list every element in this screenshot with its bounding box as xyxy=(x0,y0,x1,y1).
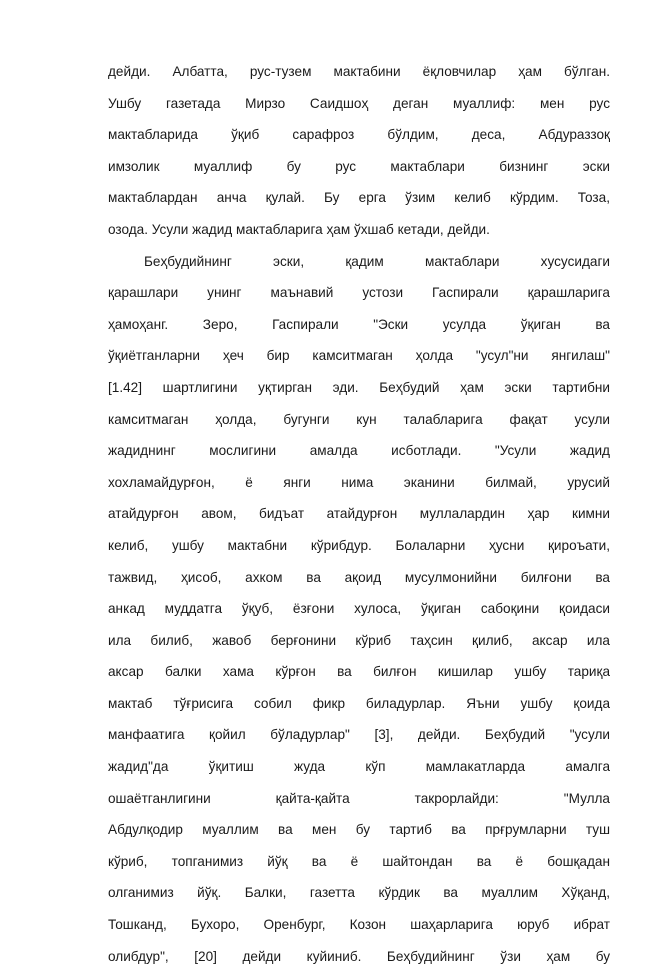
text-line: олибдур", [20] дейди куйиниб. Беҳбудийнинг ўзи ҳам бу xyxy=(108,948,610,964)
text-line: ила билиб, жавоб берғонини кўриб таҳсин қилиб, аксар ила xyxy=(108,632,610,648)
text-line: Ушбу газетада Мирзо Саидшоҳ деган муаллиф: мен рус xyxy=(108,95,610,111)
text-line: мактаблардан анча қулай. Бу ерга ўзим келиб кўрдим. Тоза, xyxy=(108,190,610,206)
text-line: ошаётганлигини қайта-қайта такрорлайди: "Мулла xyxy=(108,790,610,806)
text-line: ҳамоҳанг. Зеро, Гаспирали "Эски усулда ўқиган ва xyxy=(108,316,610,332)
text-line: озода. Усули жадид мактабларига ҳам ўхшаб кетади, дейди. xyxy=(108,221,490,237)
text-line: келиб, ушбу мактабни кўрибдур. Болаларни ҳусни қироъати, xyxy=(108,537,610,553)
text-line: тажвид, ҳисоб, ахком ва ақоид мусулмонийни билғони ва xyxy=(108,569,610,585)
text-line: атайдурғон авом, бидъат атайдурғон муллалардин ҳар кимни xyxy=(108,506,610,522)
text-line: жадиднинг мослигини амалда исботлади. "Усули жадид xyxy=(108,443,610,459)
text-line: кўриб, топганимиз йўқ ва ё шайтондан ва ё бошқадан xyxy=(108,853,610,869)
text-line: мактаб тўғрисига собил фикр биладурлар. Яъни ушбу қоида xyxy=(108,695,610,711)
text-line: [1.42] шартлигини уқтирган эди. Беҳбудий ҳам эски тартибни xyxy=(108,379,610,395)
text-line: мактабларида ўқиб сарафроз бўлдим, деса, Абдураззоқ xyxy=(108,127,610,143)
text-line: Тошканд, Бухоро, Оренбург, Козон шаҳарларига юруб ибрат xyxy=(108,917,610,933)
text-line: имзолик муаллиф бу рус мактаблари бизнинг эски xyxy=(108,158,610,174)
text-line: ўқиётганларни ҳеч бир камситмаган ҳолда "усул"ни янгилаш" xyxy=(108,348,610,364)
text-line: хохламайдурғон, ё янги нима эканини билмай, урусий xyxy=(108,474,610,490)
text-line: манфаатига қойил бўладурлар" [3], дейди. Беҳбудий "усули xyxy=(108,727,610,743)
text-line: аксар балки хама кўрғон ва билғон кишилар ушбу тариқа xyxy=(108,664,610,680)
text-line: Абдулқодир муаллим ва мен бу тартиб ва прғрумларни туш xyxy=(108,822,610,838)
body-text xyxy=(108,56,610,972)
text-line: дейди. Албатта, рус-тузем мактабини ёқловчилар ҳам бўлган. xyxy=(108,64,610,79)
text-line: қарашлари унинг маънавий устози Гаспирали қарашларига xyxy=(108,285,610,301)
text-line: анкад муддатга ўқуб, ёзғони хулоса, ўқиган сабоқини қоидаси xyxy=(108,601,610,617)
text-line: камситмаган ҳолда, бугунги кун талабларига фақат усули xyxy=(108,411,610,427)
text-line: жадид"да ўқитиш жуда кўп мамлакатларда амалга xyxy=(108,759,610,775)
text-line: олганимиз йўқ. Балки, газетта кўрдик ва муаллим Хўқанд, xyxy=(108,885,610,901)
text-line: Беҳбудийнинг эски, қадим мактаблари хусусидаги xyxy=(144,253,610,269)
